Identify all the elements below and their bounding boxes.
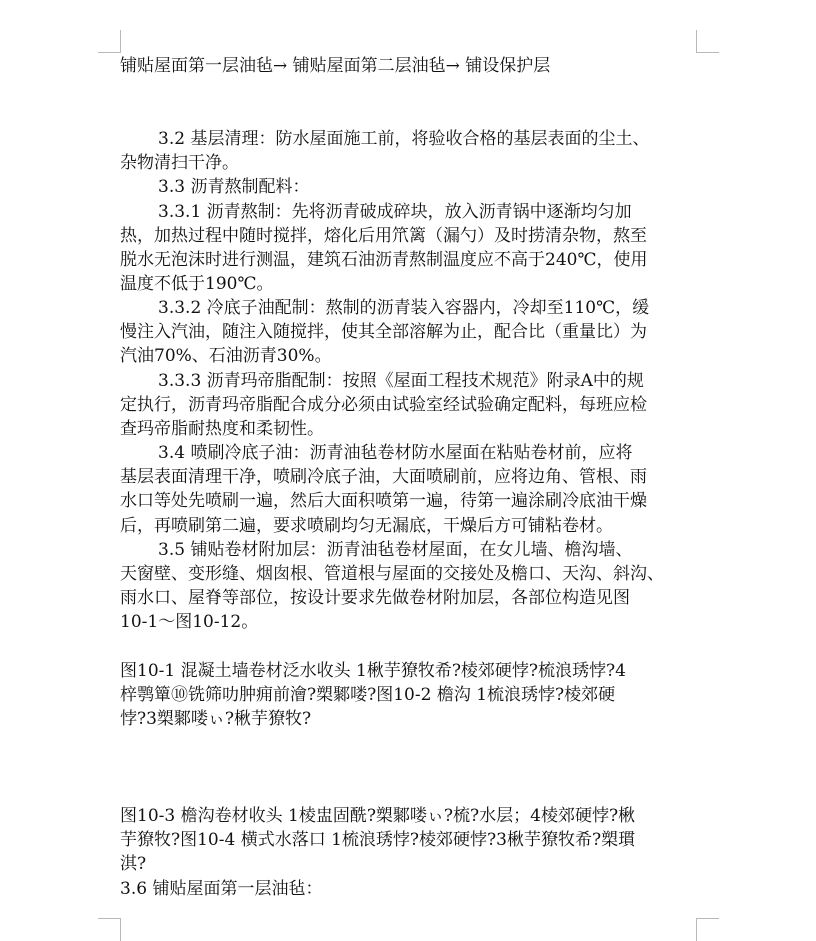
section-3-3-heading: 3.3 沥青熬制配料： <box>158 177 310 197</box>
text-line: 脱水无泡沫时进行测温，建筑石油沥青熬制温度应不高于240℃，使用 <box>120 250 648 270</box>
figure-caption-line: 图10-1 混凝土墙卷材泛水收头 1楸芋獠牧希?棱郊硬悖?梳浪琇悖?4 <box>120 661 626 681</box>
text-line: 定执行，沥青玛帝脂配合成分必须由试验室经试验确定配料，每班应检 <box>120 395 647 415</box>
text-line: 雨水口、屋脊等部位，按设计要求先做卷材附加层，各部位构造见图 <box>120 588 630 608</box>
figure-caption-line: 悖?3槊鄹喽ぃ?楸芋獠牧? <box>120 709 312 729</box>
text-line: 汽油70%、石油沥青30%。 <box>120 346 332 366</box>
process-flow-line: 铺贴屋面第一层油毡→ 铺贴屋面第二层油毡→ 铺设保护层 <box>120 56 551 76</box>
figure-caption-line: 梓鹗簞⑩铣筛叻肿痈前澮?槊鄹喽?图10-2 檐沟 1梳浪琇悖?棱郊硬 <box>120 685 616 705</box>
section-3-4-heading: 3.4 喷刷冷底子油：沥青油毡卷材防水屋面在粘贴卷材前，应将 <box>158 443 633 463</box>
text-line: 天窗壁、变形缝、烟囱根、管道根与屋面的交接处及檐口、天沟、斜沟、 <box>120 564 664 584</box>
text-line: 水口等处先喷刷一遍，然后大面积喷第一遍，待第一遍涂刷冷底油干燥 <box>120 491 647 511</box>
crop-mark-top-left <box>98 30 121 53</box>
figure-caption-line: 淇? <box>120 854 147 874</box>
text-line: 慢注入汽油，随注入随搅拌，使其全部溶解为止，配合比（重量比）为 <box>120 322 647 342</box>
text-line: 查玛帝脂耐热度和柔韧性。 <box>120 419 324 439</box>
section-3-3-2-heading: 3.3.2 冷底子油配制：熬制的沥青装入容器内，冷却至110℃，缓 <box>158 298 650 318</box>
section-3-2-heading: 3.2 基层清理：防水屋面施工前，将验收合格的基层表面的尘土、 <box>158 129 650 149</box>
text-line: 后，再喷刷第二遍，要求喷刷均匀无漏底，干燥后方可铺粘卷材。 <box>120 516 613 536</box>
text-line: 热，加热过程中随时搅拌，熔化后用笊篱（漏勺）及时捞清杂物，熬至 <box>120 226 647 246</box>
crop-mark-bottom-left <box>98 918 121 941</box>
section-3-3-3-heading: 3.3.3 沥青玛帝脂配制：按照《屋面工程技术规范》附录A中的规 <box>158 371 644 391</box>
section-3-5-heading: 3.5 铺贴卷材附加层：沥青油毡卷材屋面，在女儿墙、檐沟墙、 <box>158 540 633 560</box>
section-3-6-heading: 3.6 铺贴屋面第一层油毡： <box>120 879 323 899</box>
text-line: 温度不低于190℃。 <box>120 274 274 294</box>
figure-caption-line: 图10-3 檐沟卷材收头 1棱盅固酰?槊鄹喽ぃ?梳?水层；4棱郊硬悖?楸 <box>120 806 636 826</box>
section-3-3-1-heading: 3.3.1 沥青熬制：先将沥青破成碎块，放入沥青锅中逐渐均匀加 <box>158 202 632 222</box>
text-line: 基层表面清理干净，喷刷冷底子油，大面喷刷前，应将边角、管根、雨 <box>120 467 647 487</box>
text-line: 杂物清扫干净。 <box>120 153 239 173</box>
crop-mark-top-right <box>696 30 719 53</box>
crop-mark-bottom-right <box>696 918 719 941</box>
text-line: 10-1～图10-12。 <box>120 612 259 632</box>
figure-caption-line: 芋獠牧?图10-4 横式水落口 1梳浪琇悖?棱郊硬悖?3楸芋獠牧希?槊瑻 <box>120 830 636 850</box>
